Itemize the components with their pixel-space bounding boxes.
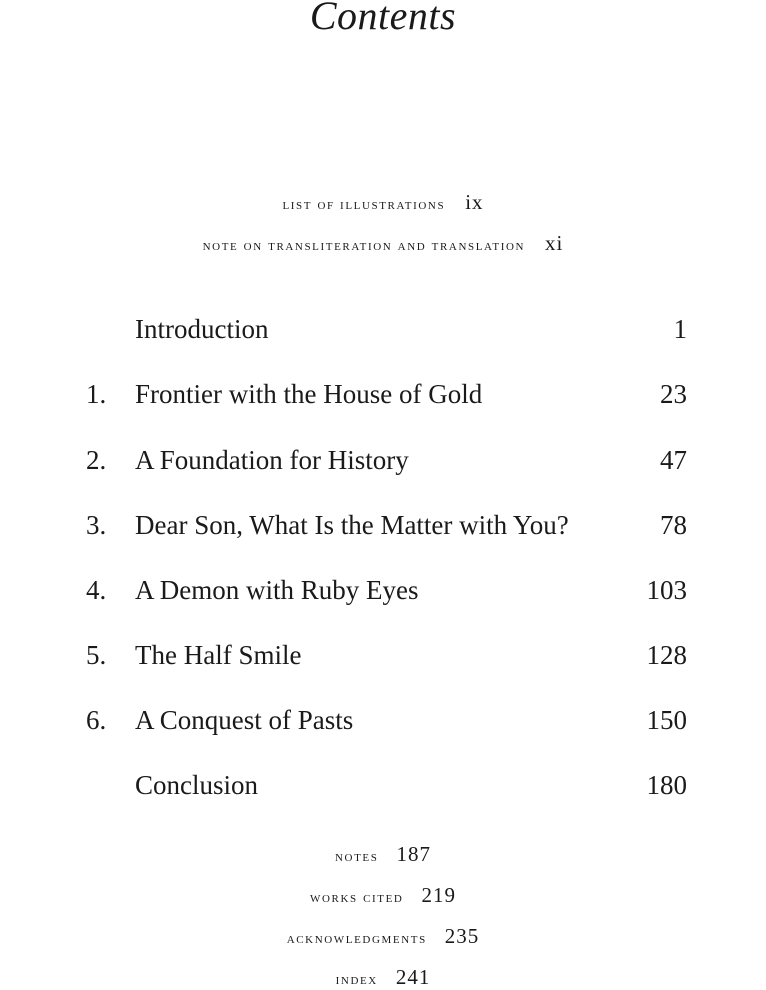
chapter-title: Frontier with the House of Gold	[135, 379, 483, 409]
chapter-page: 78	[660, 510, 687, 540]
chapter-page: 103	[646, 575, 687, 605]
chapter-title: A Demon with Ruby Eyes	[135, 575, 419, 605]
toc-entry-label: works cited	[310, 890, 404, 906]
toc-entry-label: list of illustrations	[282, 197, 446, 213]
chapter-row-conclusion[interactable]	[0, 765, 766, 805]
chapter-title: Conclusion	[135, 770, 259, 800]
chapter-page: 180	[646, 770, 687, 800]
chapter-number: 3.	[86, 510, 107, 540]
chapter-row-4[interactable]	[0, 570, 766, 610]
toc-entry-acknowledgments[interactable]	[0, 924, 766, 949]
chapter-title: A Foundation for History	[135, 445, 409, 475]
toc-entry-page: 187	[396, 842, 431, 866]
toc-entry-label: acknowledgments	[286, 931, 427, 947]
chapter-number: 2.	[86, 445, 107, 475]
toc-entry-page: 241	[395, 965, 431, 989]
chapter-number: 4.	[86, 575, 107, 605]
toc-entry-label: notes	[335, 849, 379, 865]
chapter-title: The Half Smile	[135, 640, 302, 670]
chapter-title: Introduction	[135, 314, 269, 344]
chapter-row-1[interactable]	[0, 374, 766, 414]
chapter-title: A Conquest of Pasts	[135, 705, 354, 735]
toc-entry-notes[interactable]	[0, 842, 766, 867]
toc-entry-page: xi	[545, 231, 564, 255]
chapter-row-6[interactable]	[0, 700, 766, 740]
chapter-number: 6.	[86, 705, 107, 735]
toc-entry-page: 219	[421, 883, 456, 907]
page-title: Contents	[309, 0, 457, 38]
toc-entry-label: note on transliteration and translation	[202, 238, 526, 254]
chapter-page: 128	[646, 640, 687, 670]
chapter-number: 1.	[86, 379, 107, 409]
toc-entry-works-cited[interactable]	[0, 883, 766, 908]
chapter-row-2[interactable]	[0, 440, 766, 480]
chapter-row-3[interactable]	[0, 505, 766, 545]
toc-entry-page: 235	[444, 924, 480, 948]
chapter-number: 5.	[86, 640, 107, 670]
chapter-page: 150	[646, 705, 687, 735]
chapter-row-introduction[interactable]	[0, 309, 766, 349]
toc-entry-note-on-transliteration[interactable]	[0, 231, 766, 256]
chapter-row-5[interactable]	[0, 635, 766, 675]
toc-entry-page: ix	[465, 190, 484, 214]
toc-entry-list-of-illustrations[interactable]	[0, 190, 766, 215]
chapter-page: 1	[673, 314, 687, 344]
toc-entry-index[interactable]	[0, 965, 766, 990]
chapter-title: Dear Son, What Is the Matter with You?	[135, 510, 569, 540]
toc-entry-label: index	[335, 972, 378, 988]
chapter-page: 23	[660, 379, 687, 409]
chapter-page: 47	[660, 445, 687, 475]
